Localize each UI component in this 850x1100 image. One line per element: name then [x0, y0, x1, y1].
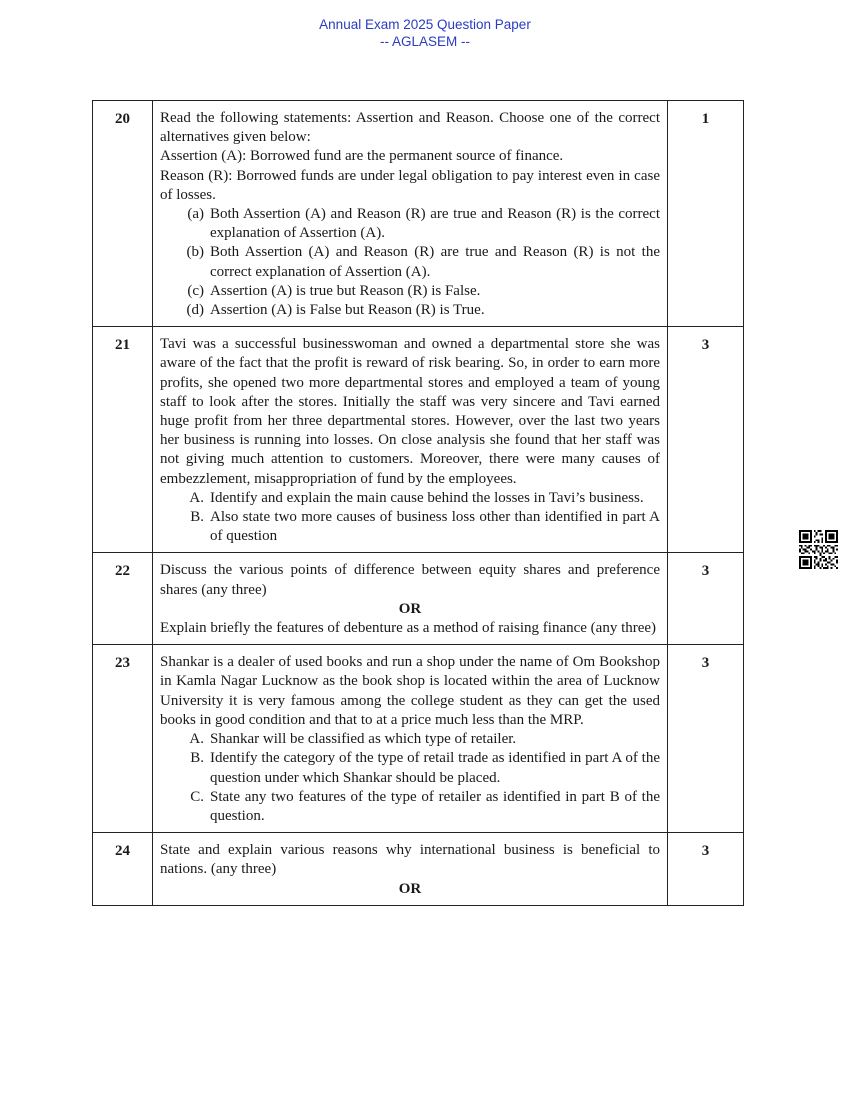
question-marks: 3: [668, 645, 744, 833]
question-text: [153, 101, 668, 327]
question-paragraph: Shankar is a dealer of used books and run a shop under the name of Om Bookshop in Kamla Nagar Lucknow as the book shop is located within the area of Lucknow University it is very famous among the college student as they can get the used books in good condition and that to at a price much less than the MRP.: [160, 654, 660, 728]
option-list: [160, 489, 660, 547]
question-paragraph: State and explain various reasons why international business is beneficial to nations. (any three): [160, 842, 660, 878]
question-text: [153, 327, 668, 553]
option-label: B.: [190, 509, 204, 526]
option-item: [160, 749, 660, 787]
question-number: 22: [93, 553, 153, 645]
option-item: [160, 508, 660, 546]
option-text: Both Assertion (A) and Reason (R) are true and Reason (R) is the correct explanation of Assertion (A).: [210, 206, 660, 242]
question-text: [153, 553, 668, 645]
option-item: [160, 788, 660, 826]
question-marks: 3: [668, 833, 744, 906]
option-label: (d): [186, 302, 204, 319]
page-header: [0, 16, 850, 50]
option-text: Shankar will be classified as which type of retailer.: [210, 731, 517, 748]
option-item: [160, 489, 660, 508]
option-label: (c): [187, 282, 204, 299]
question-number: 23: [93, 645, 153, 833]
question-number: 21: [93, 327, 153, 553]
option-text: Assertion (A) is true but Reason (R) is False.: [210, 282, 481, 299]
option-label: C.: [190, 788, 204, 805]
option-list: [160, 730, 660, 826]
question-number: 24: [93, 833, 153, 906]
option-label: (a): [187, 206, 204, 223]
question-paragraph: Tavi was a successful businesswoman and owned a departmental store she was aware of the fact that the profit is reward of risk bearing. So, in order to earn more profits, she opened two more departmental stores and employed a team of young staff to look after the stores. Initially the staff was very sincere and Tavi earned huge profit from her three departmental stores. However, over the last two years her business is running into losses. On close analysis she found that her staff was not giving much attention to customers. Moreover, there were many causes of embezzlement, misappropriation of fund by the employees.: [160, 336, 660, 487]
option-text: State any two features of the type of retailer as identified in part B of the question.: [210, 788, 660, 824]
question-row-20: [93, 101, 744, 327]
option-text: Identify the category of the type of retail trade as identified in part A of the question under which Shankar should be placed.: [210, 750, 660, 786]
header-title: Annual Exam 2025 Question Paper: [319, 17, 531, 32]
question-marks: 1: [668, 101, 744, 327]
option-item: [160, 205, 660, 243]
question-paragraph: Read the following statements: Assertion and Reason. Choose one of the correct alternatives given below:: [160, 110, 660, 146]
question-paragraph: Discuss the various points of difference between equity shares and preference shares (any three): [160, 562, 660, 598]
reason-text: Reason (R): Borrowed funds are under legal obligation to pay interest even in case of losses.: [160, 167, 660, 203]
option-label: B.: [190, 750, 204, 767]
option-text: Identify and explain the main cause behind the losses in Tavi’s business.: [210, 489, 644, 506]
option-text: Both Assertion (A) and Reason (R) are true and Reason (R) is not the correct explanation of Assertion (A).: [210, 244, 660, 280]
assertion-text: Assertion (A): Borrowed fund are the permanent source of finance.: [160, 148, 564, 165]
question-row-22: [93, 553, 744, 645]
option-item: [160, 282, 660, 301]
question-table: [92, 100, 744, 906]
question-paragraph-alt: Explain briefly the features of debenture as a method of raising finance (any three): [160, 620, 657, 637]
option-list: [160, 205, 660, 320]
qr-code-icon: [799, 530, 838, 569]
or-separator: OR: [398, 600, 422, 617]
option-item: [160, 243, 660, 281]
question-text: [153, 645, 668, 833]
question-row-23: [93, 645, 744, 833]
option-label: A.: [189, 489, 204, 506]
question-row-24: [93, 833, 744, 906]
question-number: 20: [93, 101, 153, 327]
question-marks: 3: [668, 327, 744, 553]
question-marks: 3: [668, 553, 744, 645]
option-label: A.: [189, 731, 204, 748]
option-item: [160, 730, 660, 749]
option-text: Also state two more causes of business loss other than identified in part A of question: [210, 509, 660, 545]
question-row-21: [93, 327, 744, 553]
option-text: Assertion (A) is False but Reason (R) is True.: [210, 302, 485, 319]
option-label: (b): [186, 244, 204, 261]
header-subtitle: -- AGLASEM --: [379, 34, 470, 49]
or-separator: OR: [398, 880, 422, 897]
question-text: [153, 833, 668, 906]
option-item: [160, 301, 660, 320]
